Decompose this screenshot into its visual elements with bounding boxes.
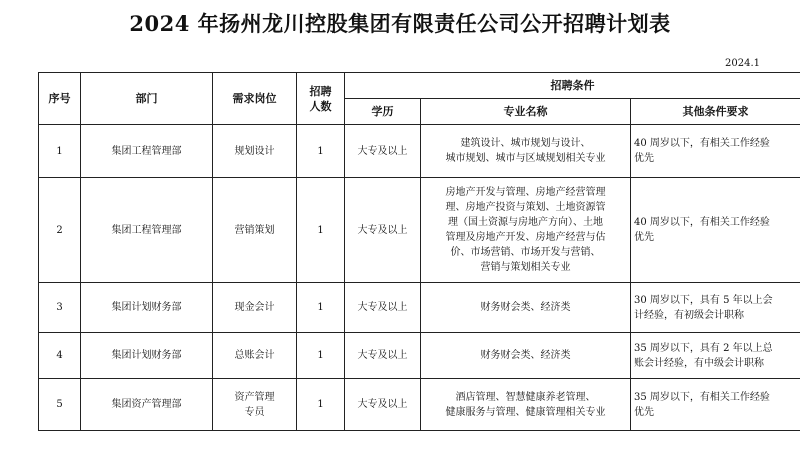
cell-no: 2 bbox=[39, 178, 81, 283]
cell-dept: 集团计划财务部 bbox=[81, 283, 213, 333]
header-count: 招聘 人数 bbox=[297, 73, 345, 125]
cell-dept: 集团资产管理部 bbox=[81, 379, 213, 431]
cell-other: 35 周岁以下，有相关工作经验 优先 bbox=[631, 379, 800, 431]
cell-education: 大专及以上 bbox=[345, 283, 421, 333]
table-row bbox=[39, 283, 800, 333]
cell-no: 1 bbox=[39, 125, 81, 178]
cell-major: 建筑设计、城市规划与设计、 城市规划、城市与区域规划相关专业 bbox=[421, 125, 631, 178]
cell-major: 财务财会类、经济类 bbox=[421, 333, 631, 379]
table-row bbox=[39, 379, 800, 431]
table-row bbox=[39, 333, 800, 379]
cell-count: 1 bbox=[297, 333, 345, 379]
cell-dept: 集团工程管理部 bbox=[81, 178, 213, 283]
header-conditions: 招聘条件 bbox=[345, 73, 800, 99]
cell-position: 总账会计 bbox=[213, 333, 297, 379]
header-major: 专业名称 bbox=[421, 99, 631, 125]
table-row bbox=[39, 125, 800, 178]
cell-other: 40 周岁以下，有相关工作经验 优先 bbox=[631, 125, 800, 178]
header-dept: 部门 bbox=[81, 73, 213, 125]
cell-education: 大专及以上 bbox=[345, 333, 421, 379]
cell-other: 30 周岁以下，具有 5 年以上会 计经验，有初级会计职称 bbox=[631, 283, 800, 333]
cell-count: 1 bbox=[297, 125, 345, 178]
cell-other: 40 周岁以下，有相关工作经验 优先 bbox=[631, 178, 800, 283]
header-other: 其他条件要求 bbox=[631, 99, 800, 125]
cell-position: 规划设计 bbox=[213, 125, 297, 178]
cell-other: 35 周岁以下，具有 2 年以上总 账会计经验，有中级会计职称 bbox=[631, 333, 800, 379]
cell-dept: 集团工程管理部 bbox=[81, 125, 213, 178]
cell-education: 大专及以上 bbox=[345, 178, 421, 283]
cell-count: 1 bbox=[297, 379, 345, 431]
cell-count: 1 bbox=[297, 283, 345, 333]
cell-major: 酒店管理、智慧健康养老管理、 健康服务与管理、健康管理相关专业 bbox=[421, 379, 631, 431]
cell-position: 营销策划 bbox=[213, 178, 297, 283]
recruitment-plan-table bbox=[38, 72, 800, 431]
cell-count: 1 bbox=[297, 178, 345, 283]
header-education: 学历 bbox=[345, 99, 421, 125]
cell-education: 大专及以上 bbox=[345, 125, 421, 178]
cell-major: 房地产开发与管理、房地产经营管理 理、房地产投资与策划、土地资源管 理（国土资源与房地产方向）、土地 管理及房地产开发、房地产经营与估 价、市场营销、市场开发与营销、 营销与策划相关专业 bbox=[421, 178, 631, 283]
cell-major: 财务财会类、经济类 bbox=[421, 283, 631, 333]
cell-dept: 集团计划财务部 bbox=[81, 333, 213, 379]
cell-position: 现金会计 bbox=[213, 283, 297, 333]
table-row bbox=[39, 178, 800, 283]
issue-date: 2024.1 bbox=[725, 58, 760, 69]
cell-no: 3 bbox=[39, 283, 81, 333]
cell-no: 5 bbox=[39, 379, 81, 431]
cell-education: 大专及以上 bbox=[345, 379, 421, 431]
cell-no: 4 bbox=[39, 333, 81, 379]
header-no: 序号 bbox=[39, 73, 81, 125]
header-position: 需求岗位 bbox=[213, 73, 297, 125]
cell-position: 资产管理 专员 bbox=[213, 379, 297, 431]
page-title: 2024 年扬州龙川控股集团有限责任公司公开招聘计划表 bbox=[129, 11, 671, 36]
